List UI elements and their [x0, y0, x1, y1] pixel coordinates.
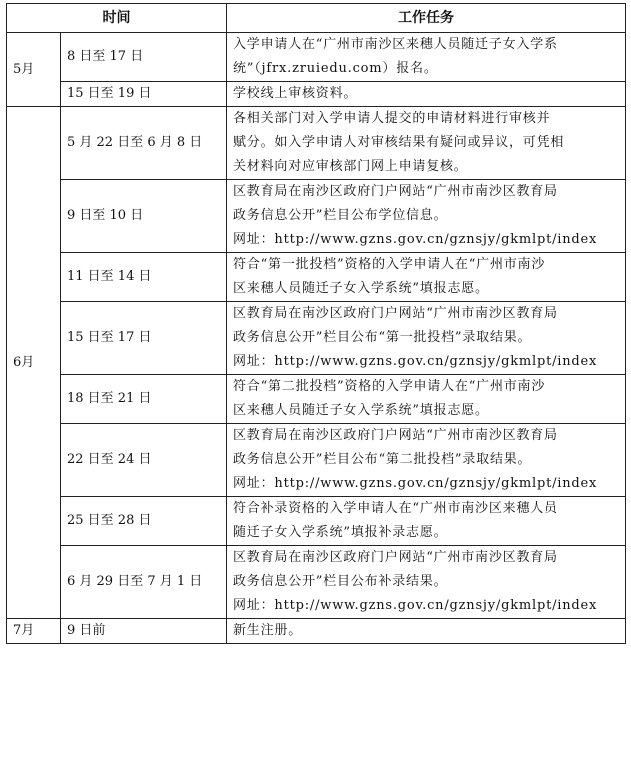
task-line: 学校线上审核资料。: [233, 86, 358, 101]
date-cell: 15 日至 19 日: [61, 82, 227, 107]
schedule-table: [6, 3, 626, 644]
table-row: [7, 424, 626, 497]
table-row: [7, 82, 626, 107]
month-cell: 6月: [7, 107, 61, 619]
table-row: [7, 497, 626, 546]
header-row: [7, 4, 626, 33]
task-line: 新生注册。: [233, 623, 303, 638]
task-line: 网址：http://www.gzns.gov.cn/gznsjy/gkmlpt/index: [233, 232, 598, 247]
task-line: 符合补录资格的入学申请人在“广州市南沙区来穗人员: [233, 501, 558, 516]
date-cell: 9 日前: [61, 619, 227, 644]
task-line: 政务信息公开”栏目公布“第二批投档”录取结果。: [233, 452, 532, 467]
task-line: 随迁子女入学系统”填报补录志愿。: [233, 525, 448, 540]
task-cell: [227, 180, 626, 253]
schedule-body: [7, 33, 626, 644]
table-row: [7, 302, 626, 375]
table-row: [7, 546, 626, 619]
header-task: 工作任务: [227, 4, 626, 33]
task-line: 关材料向对应审核部门网上申请复核。: [233, 159, 468, 174]
task-line: 符合“第二批投档”资格的入学申请人在“广州市南沙: [233, 379, 546, 394]
table-row: [7, 33, 626, 82]
task-cell: [227, 33, 626, 82]
task-line: 网址：http://www.gzns.gov.cn/gznsjy/gkmlpt/index: [233, 598, 598, 613]
date-cell: 8 日至 17 日: [61, 33, 227, 82]
date-cell: 15 日至 17 日: [61, 302, 227, 375]
task-line: 区教育局在南沙区政府门户网站“广州市南沙区教育局: [233, 184, 558, 199]
task-line: 网址：http://www.gzns.gov.cn/gznsjy/gkmlpt/index: [233, 476, 598, 491]
task-line: 区来穗人员随迁子女入学系统”填报志愿。: [233, 281, 489, 296]
task-cell: [227, 302, 626, 375]
task-cell: [227, 82, 626, 107]
table-row: [7, 375, 626, 424]
date-cell: 25 日至 28 日: [61, 497, 227, 546]
task-line: 区教育局在南沙区政府门户网站“广州市南沙区教育局: [233, 306, 558, 321]
task-line: 政务信息公开”栏目公布“第一批投档”录取结果。: [233, 330, 532, 345]
date-cell: 18 日至 21 日: [61, 375, 227, 424]
task-line: 区教育局在南沙区政府门户网站“广州市南沙区教育局: [233, 428, 558, 443]
task-line: 网址：http://www.gzns.gov.cn/gznsjy/gkmlpt/index: [233, 354, 598, 369]
task-line: 统”（jfrx.zruiedu.com）报名。: [233, 61, 438, 76]
month-cell: 5月: [7, 33, 61, 107]
task-line: 区来穗人员随迁子女入学系统”填报志愿。: [233, 403, 489, 418]
task-cell: [227, 375, 626, 424]
task-line: 各相关部门对入学申请人提交的申请材料进行审核并: [233, 111, 551, 126]
task-line: 赋分。如入学申请人对审核结果有疑问或异议，可凭相: [233, 135, 565, 150]
task-cell: [227, 253, 626, 302]
task-cell: [227, 107, 626, 180]
date-cell: 6 月 29 日至 7 月 1 日: [61, 546, 227, 619]
date-cell: 22 日至 24 日: [61, 424, 227, 497]
task-cell: [227, 546, 626, 619]
date-cell: 11 日至 14 日: [61, 253, 227, 302]
task-cell: [227, 424, 626, 497]
header-time: 时间: [7, 4, 227, 33]
task-line: 区教育局在南沙区政府门户网站“广州市南沙区教育局: [233, 550, 558, 565]
task-line: 符合“第一批投档”资格的入学申请人在“广州市南沙: [233, 257, 546, 272]
task-line: 政务信息公开”栏目公布补录结果。: [233, 574, 448, 589]
task-cell: [227, 619, 626, 644]
date-cell: 5 月 22 日至 6 月 8 日: [61, 107, 227, 180]
table-row: [7, 180, 626, 253]
task-cell: [227, 497, 626, 546]
month-cell: 7月: [7, 619, 61, 644]
task-line: 入学申请人在“广州市南沙区来穗人员随迁子女入学系: [233, 37, 558, 52]
task-line: 政务信息公开”栏目公布学位信息。: [233, 208, 448, 223]
date-cell: 9 日至 10 日: [61, 180, 227, 253]
table-row: [7, 619, 626, 644]
table-row: [7, 107, 626, 180]
table-row: [7, 253, 626, 302]
